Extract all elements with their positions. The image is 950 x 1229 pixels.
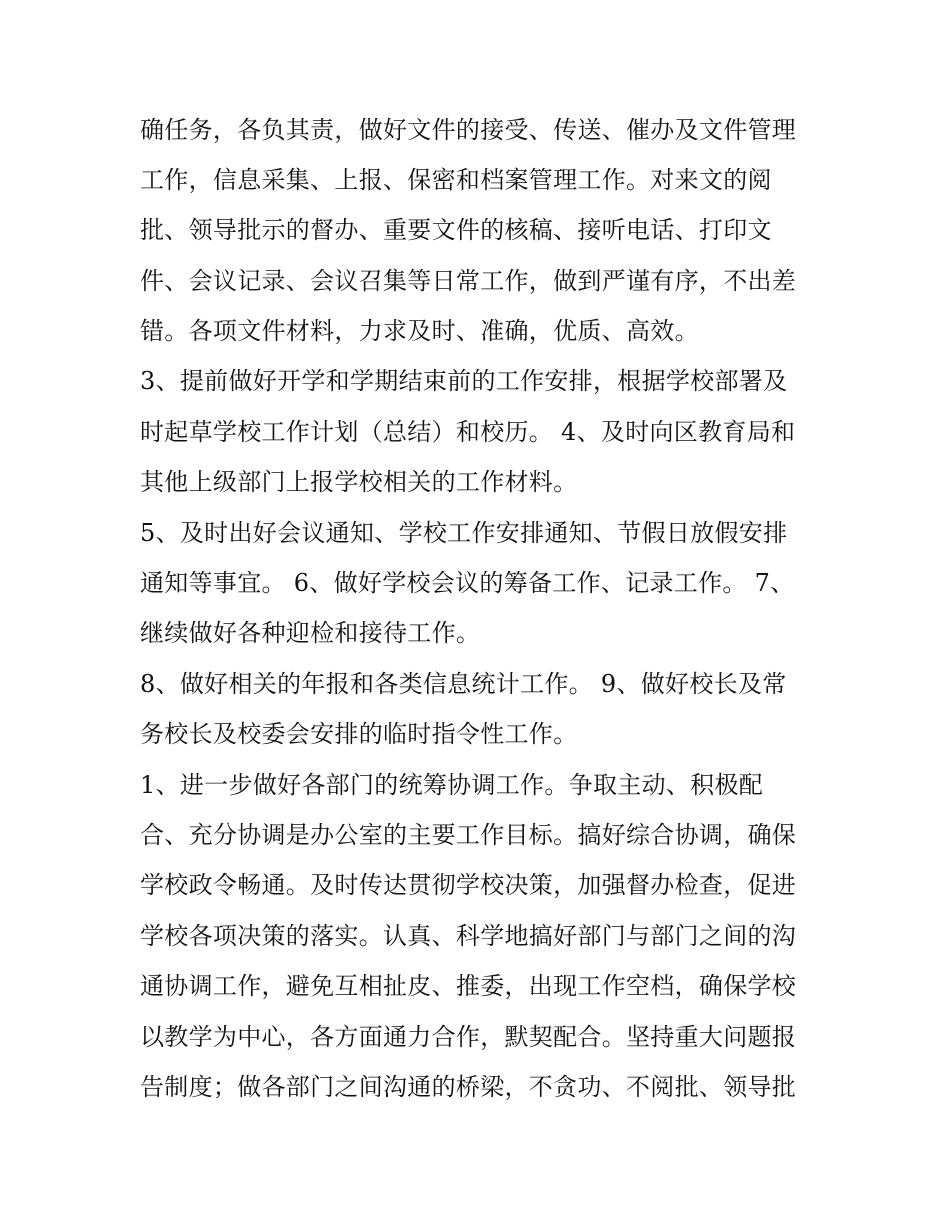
- text-line: 继续做好各种迎检和接待工作。: [140, 619, 481, 647]
- text-line: 5、及时出好会议通知、学校工作安排通知、节假日放假安排: [140, 519, 788, 547]
- text-line: 学校各项决策的落实。认真、科学地搞好部门与部门之间的沟: [140, 922, 797, 950]
- text-line: 通知等事宜。 6、做好学校会议的筹备工作、记录工作。 7、: [140, 569, 795, 597]
- text-line: 3、提前做好开学和学期结束前的工作安排，根据学校部署及: [140, 367, 788, 395]
- text-line: 工作，信息采集、上报、保密和档案管理工作。对来文的阅: [140, 166, 772, 194]
- text-line: 8、做好相关的年报和各类信息统计工作。 9、做好校长及常: [140, 670, 787, 698]
- text-line: 错。各项文件材料，力求及时、准确，优质、高效。: [140, 317, 699, 345]
- text-line: 1、进一步做好各部门的统筹协调工作。争取主动、积极配: [140, 771, 764, 799]
- text-line: 务校长及校委会安排的临时指令性工作。: [140, 720, 578, 748]
- text-line: 合、充分协调是办公室的主要工作目标。搞好综合协调，确保: [140, 821, 797, 849]
- text-line: 其他上级部门上报学校相关的工作材料。: [140, 468, 578, 496]
- text-line: 以教学为中心，各方面通力合作，默契配合。坚持重大问题报: [140, 1023, 797, 1051]
- text-line: 通协调工作，避免互相扯皮、推委，出现工作空档，确保学校: [140, 972, 797, 1000]
- text-line: 告制度；做各部门之间沟通的桥梁，不贪功、不阅批、领导批: [140, 1073, 797, 1101]
- text-line: 件、会议记录、会议召集等日常工作，做到严谨有序，不出差: [140, 267, 797, 295]
- text-line: 批、领导批示的督办、重要文件的核稿、接听电话、打印文: [140, 216, 772, 244]
- text-line: 学校政令畅通。及时传达贯彻学校决策，加强督办检查，促进: [140, 871, 797, 899]
- text-line: 时起草学校工作计划（总结）和校历。 4、及时向区教育局和: [140, 418, 796, 446]
- text-line: 确任务，各负其责，做好文件的接受、传送、催办及文件管理: [140, 116, 797, 144]
